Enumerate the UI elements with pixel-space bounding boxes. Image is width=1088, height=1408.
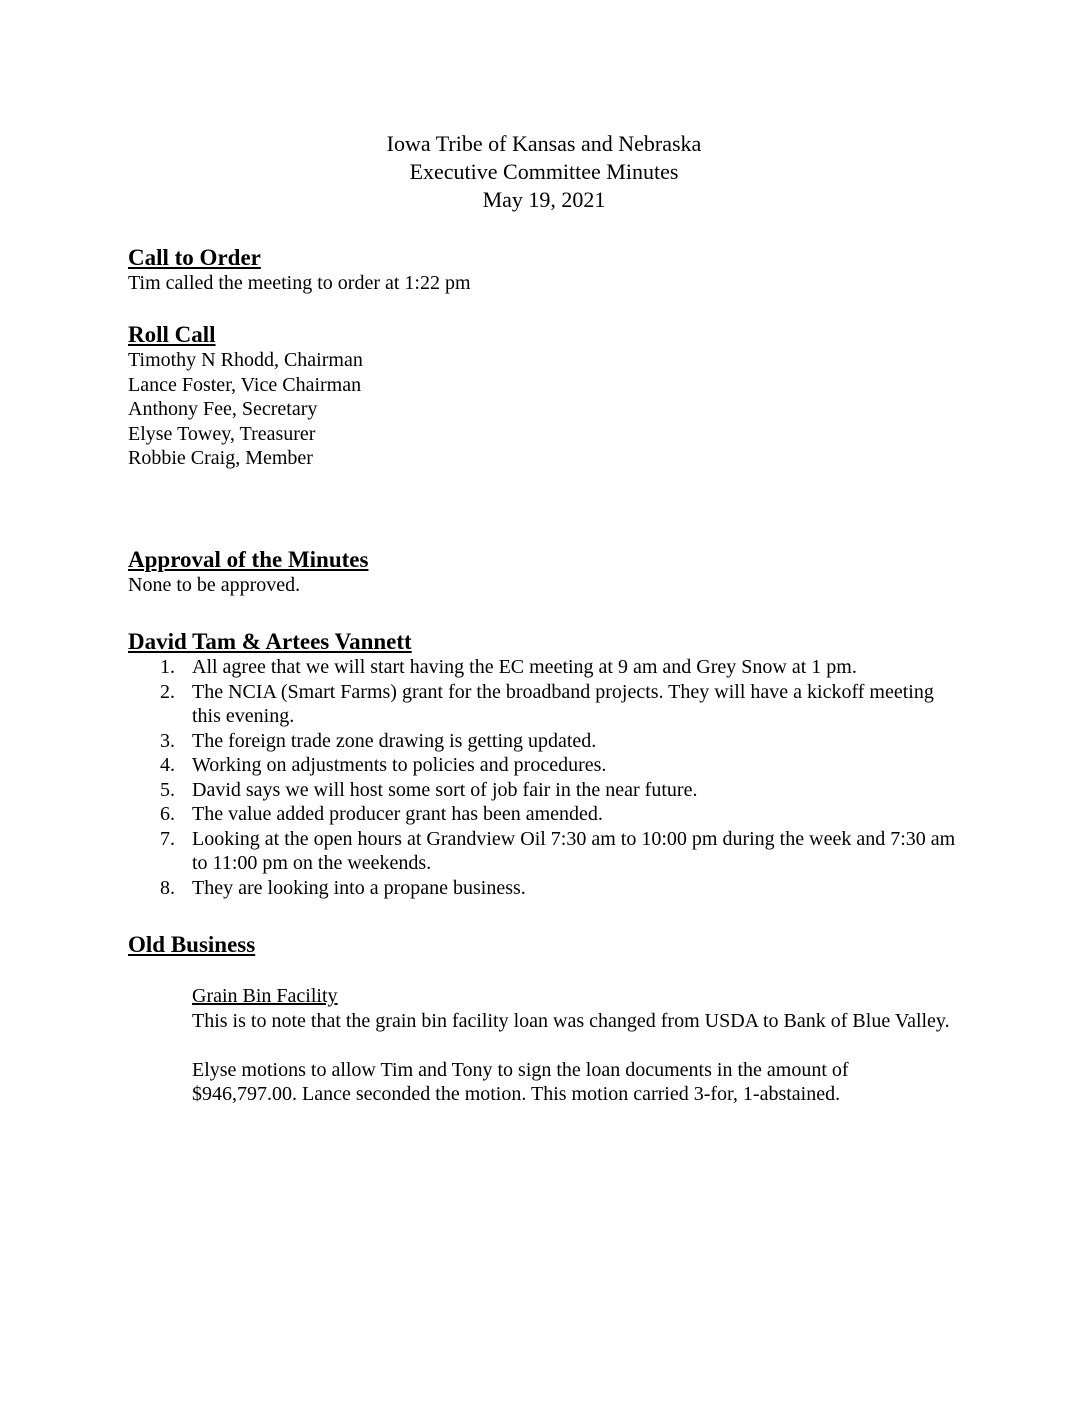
roll-call-member: Timothy N Rhodd, Chairman xyxy=(128,349,363,371)
list-text: Working on adjustments to policies and procedures. xyxy=(192,754,607,776)
roll-call-section xyxy=(128,322,958,471)
grain-bin-block xyxy=(128,984,958,1107)
list-number: 3. xyxy=(160,729,175,752)
list-number: 5. xyxy=(160,778,175,801)
list-number: 4. xyxy=(160,754,175,776)
list-item xyxy=(128,680,958,729)
list-item xyxy=(128,876,958,901)
old-business-section xyxy=(128,932,958,1107)
list-text: The value added producer grant has been amended. xyxy=(192,803,603,825)
list-number: 6. xyxy=(160,803,175,825)
list-text: The foreign trade zone drawing is getting updated. xyxy=(192,729,597,752)
meeting-date: May 19, 2021 xyxy=(482,187,606,212)
call-to-order-text: Tim called the meeting to order at 1:22 pm xyxy=(128,272,471,294)
list-number: 8. xyxy=(160,876,175,899)
grain-bin-title: Grain Bin Facility xyxy=(192,985,338,1007)
roll-call-heading: Roll Call xyxy=(128,322,216,347)
list-item xyxy=(128,729,958,754)
document-header xyxy=(0,130,1088,214)
list-text: Looking at the open hours at Grandview Oil 7:30 am to 10:00 pm during the week and 7:30 am to 11:00 pm on the weekends. xyxy=(192,827,956,874)
call-to-order-heading: Call to Order xyxy=(128,245,261,270)
roll-call-member: Robbie Craig, Member xyxy=(128,447,313,469)
list-text: They are looking into a propane business. xyxy=(192,876,526,899)
list-number: 7. xyxy=(160,827,175,850)
list-item xyxy=(128,655,958,680)
list-text: The NCIA (Smart Farms) grant for the broadband projects. They will have a kickoff meeting this evening. xyxy=(192,680,934,727)
approval-section xyxy=(128,547,958,598)
call-to-order-section xyxy=(128,245,958,296)
list-text: David says we will host some sort of job fair in the near future. xyxy=(192,778,698,801)
org-name: Iowa Tribe of Kansas and Nebraska xyxy=(386,131,702,156)
grain-bin-motion: Elyse motions to allow Tim and Tony to sign the loan documents in the amount of $946,797.00. Lance seconded the motion. This motion carried 3-for, 1-abstained. xyxy=(192,1058,849,1105)
list-item xyxy=(128,753,958,778)
david-tam-section xyxy=(128,629,958,900)
list-item xyxy=(128,778,958,803)
document-title: Executive Committee Minutes xyxy=(409,159,679,184)
list-text: All agree that we will start having the EC meeting at 9 am and Grey Snow at 1 pm. xyxy=(192,656,857,678)
roll-call-member: Anthony Fee, Secretary xyxy=(128,398,318,420)
list-item xyxy=(128,802,958,827)
approval-heading: Approval of the Minutes xyxy=(128,547,369,572)
list-number: 2. xyxy=(160,680,175,703)
david-tam-list xyxy=(128,655,958,900)
list-number: 1. xyxy=(160,656,175,678)
roll-call-member: Lance Foster, Vice Chairman xyxy=(128,373,362,396)
grain-bin-note: This is to note that the grain bin facility loan was changed from USDA to Bank of Blue Valley. xyxy=(192,1009,950,1032)
old-business-heading: Old Business xyxy=(128,932,256,957)
david-tam-heading: David Tam & Artees Vannett xyxy=(128,629,412,654)
approval-text: None to be approved. xyxy=(128,574,301,596)
list-item xyxy=(128,827,958,876)
roll-call-member: Elyse Towey, Treasurer xyxy=(128,422,316,445)
